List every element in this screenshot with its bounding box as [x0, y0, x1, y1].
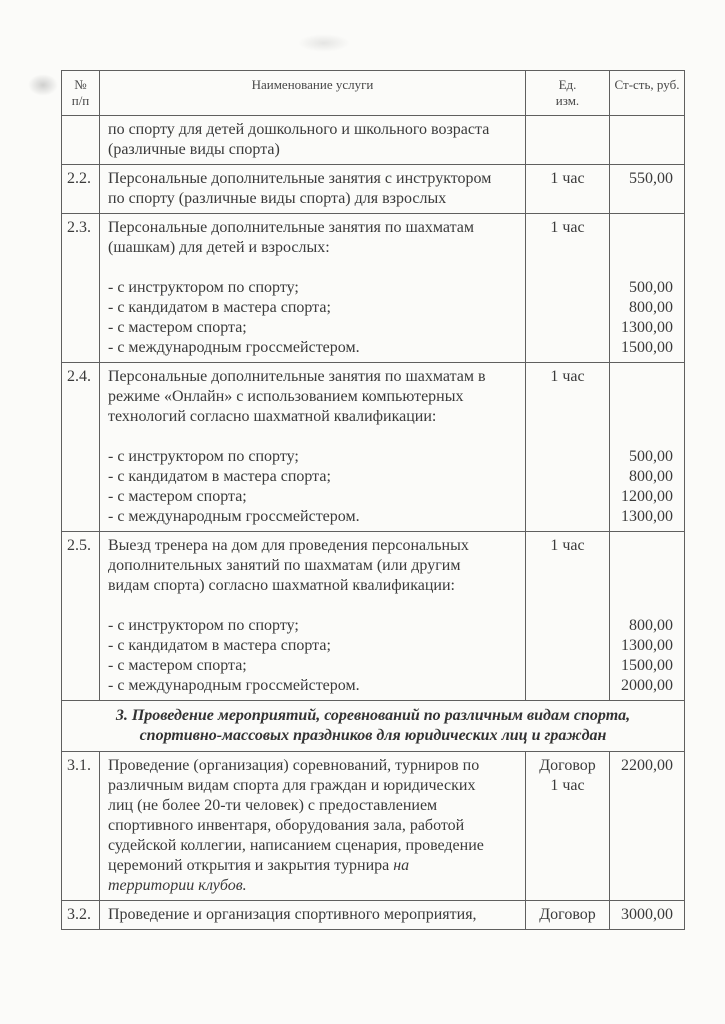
blank-line [108, 427, 516, 447]
unit-cell [526, 901, 610, 929]
service-subitem: - с мастером спорта; [108, 319, 247, 336]
unit-value: 1 час [550, 170, 585, 187]
service-subitem: - с инструктором по спорту; [108, 279, 299, 296]
row-number-cell [62, 165, 100, 213]
service-name-line: Проведение и организация спортивного мероприятия, [108, 906, 477, 923]
service-subitem: - с международным гроссмейстером. [108, 508, 360, 525]
row-number-cell [62, 532, 100, 700]
price-value: 1500,00 [621, 339, 673, 356]
blank-line [612, 367, 673, 387]
service-subitem: - с мастером спорта; [108, 488, 247, 505]
price-cell [610, 363, 684, 531]
price-value: 500,00 [629, 279, 673, 296]
blank-line [612, 576, 673, 596]
price-value: 2000,00 [621, 677, 673, 694]
row-number: 3.1. [67, 757, 91, 774]
row-number: 2.5. [67, 537, 91, 554]
service-subitem: - с инструктором по спорту; [108, 448, 299, 465]
blank-line [612, 596, 673, 616]
header-text: Ст-сть, руб. [614, 77, 680, 92]
blank-line [612, 427, 673, 447]
service-name-line [108, 876, 516, 896]
header-col-price [610, 71, 684, 115]
header-text: изм. [555, 93, 580, 108]
row-number: 2.3. [67, 219, 91, 236]
service-name-line: судейской коллегии, написанием сценария, проведение [108, 837, 484, 854]
blank-line [612, 556, 673, 576]
price-value: 800,00 [629, 468, 673, 485]
service-name-line: Персональные дополнительные занятия по шахматам в [108, 368, 486, 385]
table-row [62, 165, 684, 214]
service-name-cell [100, 752, 526, 900]
header-col-num [62, 71, 100, 115]
header-text: № [74, 77, 87, 92]
header-text: Ед. [558, 77, 577, 92]
service-name-line: Выезд тренера на дом для проведения персональных [108, 537, 469, 554]
price-value: 1300,00 [621, 508, 673, 525]
row-number [67, 120, 97, 140]
service-name-cell [100, 116, 526, 164]
row-number-cell [62, 116, 100, 164]
text-segment: церемоний открытия и закрытия турнира [108, 857, 394, 874]
service-name-cell [100, 165, 526, 213]
unit-cell [526, 214, 610, 362]
blank-line [108, 258, 516, 278]
blank-line [612, 407, 673, 427]
table-row [62, 901, 684, 929]
section-heading-line: 3. Проведение мероприятий, соревнований по различным видам спорта, [115, 707, 631, 724]
service-name-line: спортивного инвентаря, оборудования зала, работой [108, 817, 465, 834]
service-name-line: Проведение (организация) соревнований, турниров по [108, 757, 480, 774]
service-name-line: лиц (не более 20-ти человек) с предоставлением [108, 797, 438, 814]
price-cell [610, 165, 684, 213]
service-name-line [108, 856, 516, 876]
price-value: 800,00 [629, 617, 673, 634]
price-value: 1200,00 [621, 488, 673, 505]
price-cell [610, 116, 684, 164]
service-name-line: режиме «Онлайн» с использованием компьютерных [108, 388, 464, 405]
header-text: п/п [71, 93, 90, 108]
service-name-line: видам спорта) согласно шахматной квалификации: [108, 577, 455, 594]
unit-cell [526, 532, 610, 700]
scan-smudge [28, 74, 58, 96]
service-name-line: (шашкам) для детей и взрослых: [108, 239, 330, 256]
service-name-line: Персональные дополнительные занятия с инструктором [108, 170, 492, 187]
scan-smudge [298, 34, 350, 52]
unit-value: 1 час [550, 537, 585, 554]
price-value: 1300,00 [621, 319, 673, 336]
table-body [62, 116, 684, 929]
blank-line [108, 596, 516, 616]
row-number: 3.2. [67, 906, 91, 923]
price-value: 800,00 [629, 299, 673, 316]
service-subitem: - с международным гроссмейстером. [108, 339, 360, 356]
row-number: 2.4. [67, 368, 91, 385]
table-row [62, 532, 684, 701]
unit-cell [526, 116, 610, 164]
row-number: 2.2. [67, 170, 91, 187]
service-subitem: - с мастером спорта; [108, 657, 247, 674]
price-list-table [61, 70, 685, 930]
table-row [62, 752, 684, 901]
service-name-cell [100, 901, 526, 929]
table-row [62, 116, 684, 165]
row-number-cell [62, 901, 100, 929]
row-number-cell [62, 752, 100, 900]
table-row [62, 363, 684, 532]
service-subitem: - с международным гроссмейстером. [108, 677, 360, 694]
price-cell [610, 901, 684, 929]
service-name-line: (различные виды спорта) [108, 141, 280, 158]
price-value: 550,00 [629, 170, 673, 187]
header-text: Наименование услуги [251, 77, 374, 92]
service-name-line: по спорту (различные виды спорта) для взрослых [108, 190, 447, 207]
italic-text-segment: территории клубов. [108, 877, 247, 894]
service-name-line: различным видам спорта для граждан и юридических [108, 777, 476, 794]
service-name-line: дополнительных занятий по шахматам (или другим [108, 557, 461, 574]
unit-cell [526, 165, 610, 213]
service-name-line: по спорту для детей дошкольного и школьного возраста [108, 121, 490, 138]
price-value: 1300,00 [621, 637, 673, 654]
service-subitem: - с кандидатом в мастера спорта; [108, 468, 331, 485]
blank-line [612, 238, 673, 258]
service-subitem: - с кандидатом в мастера спорта; [108, 637, 331, 654]
price-cell [610, 752, 684, 900]
unit-value: 1 час [550, 777, 585, 794]
row-number-cell [62, 214, 100, 362]
price-value: 1500,00 [621, 657, 673, 674]
unit-cell [526, 752, 610, 900]
service-subitem: - с кандидатом в мастера спорта; [108, 299, 331, 316]
blank-line [612, 536, 673, 556]
unit-value: Договор [539, 906, 596, 923]
price-cell [610, 532, 684, 700]
blank-line [612, 218, 673, 238]
table-row [62, 214, 684, 363]
service-name-line: Персональные дополнительные занятия по шахматам [108, 219, 475, 236]
row-number-cell [62, 363, 100, 531]
blank-line [612, 258, 673, 278]
price-cell [610, 214, 684, 362]
service-name-line: технологий согласно шахматной квалификации: [108, 408, 437, 425]
table-header-row [62, 71, 684, 116]
header-col-unit [526, 71, 610, 115]
price-value: 2200,00 [621, 757, 673, 774]
unit-value: 1 час [550, 219, 585, 236]
unit-value: Договор [539, 757, 596, 774]
service-name-cell [100, 214, 526, 362]
price-value: 3000,00 [621, 906, 673, 923]
service-name-cell [100, 532, 526, 700]
section-heading-line: спортивно-массовых праздников для юридических лиц и граждан [139, 727, 607, 744]
section-heading-row [62, 701, 684, 752]
blank-line [612, 387, 673, 407]
service-subitem: - с инструктором по спорту; [108, 617, 299, 634]
unit-cell [526, 363, 610, 531]
service-name-cell [100, 363, 526, 531]
unit-value: 1 час [550, 368, 585, 385]
italic-text-segment: на [393, 857, 410, 874]
price-value: 500,00 [629, 448, 673, 465]
header-col-name [100, 71, 526, 115]
